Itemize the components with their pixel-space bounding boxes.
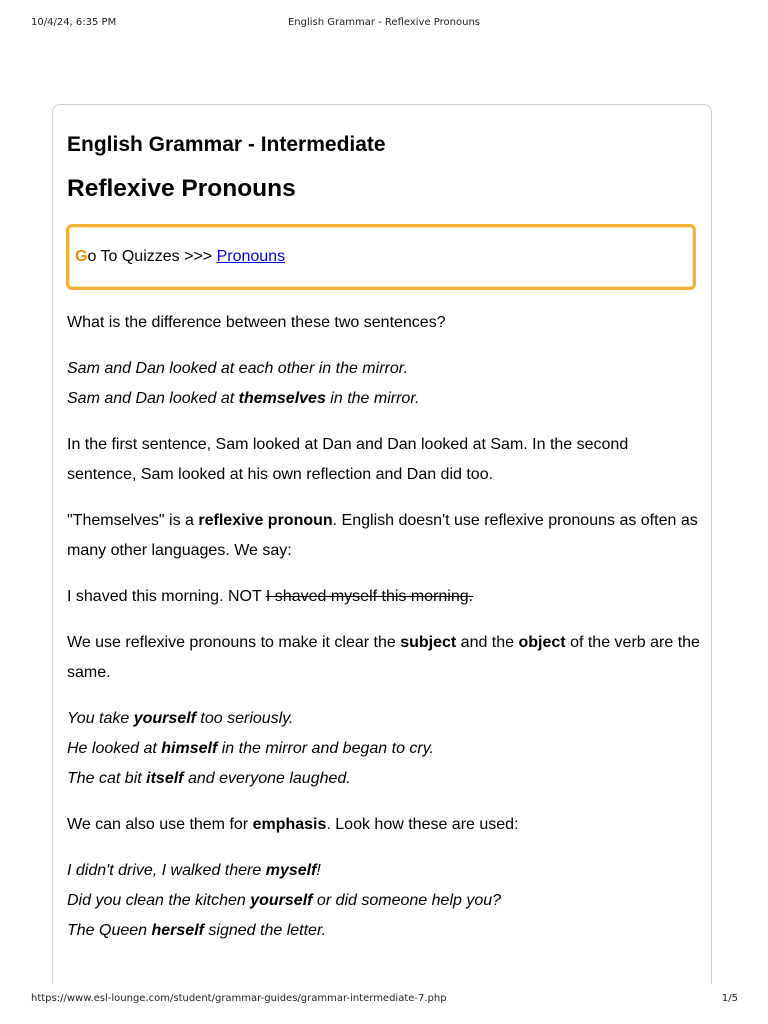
print-header [0, 17, 768, 31]
term-reflexive-pronoun: reflexive pronoun [198, 512, 333, 529]
example-sentence: You take yourself too seriously. [67, 710, 294, 727]
term-object: object [518, 634, 566, 651]
term-subject: subject [400, 634, 457, 651]
incorrect-example: I shaved myself this morning. [265, 588, 474, 605]
article [67, 130, 702, 946]
example-sentence: Sam and Dan looked at themselves in the mirror. [67, 390, 420, 407]
example-sentence: He looked at himself in the mirror and began to cry. [67, 740, 434, 757]
definition-paragraph: "Themselves" is a reflexive pronoun. English doesn't use reflexive pronouns as often as many other languages. We say: [67, 512, 698, 559]
usage-paragraph: We use reflexive pronouns to make it clear the subject and the object of the verb are the same. [67, 634, 700, 681]
pronouns-quiz-link[interactable]: Pronouns [216, 248, 286, 265]
example-sentence: Did you clean the kitchen yourself or did someone help you? [67, 892, 502, 909]
shave-example: I shaved this morning. NOT I shaved myself this morning. [67, 588, 474, 605]
example-sentence: I didn't drive, I walked there myself! [67, 862, 321, 879]
print-page-count: 1/5 [721, 993, 738, 1004]
explanation-paragraph: In the first sentence, Sam looked at Dan and Dan looked at Sam. In the second sentence, Sam looked at his own reflection and Dan did too. [67, 436, 629, 483]
reflexive-word: myself [265, 862, 317, 879]
page-title: Reflexive Pronouns [67, 175, 296, 202]
intro-question: What is the difference between these two sentences? [67, 314, 446, 331]
example-sentence: Sam and Dan looked at each other in the mirror. [67, 360, 408, 377]
print-url: https://www.esl-lounge.com/student/grammar-guides/grammar-intermediate-7.php [31, 993, 447, 1004]
quiz-prefix: o To Quizzes >>> [87, 248, 217, 265]
reflexive-word: yourself [250, 892, 313, 909]
reflexive-word: herself [151, 922, 204, 939]
reflexive-word: himself [161, 740, 218, 757]
quiz-initial-letter: G [75, 248, 88, 265]
example-sentence: The Queen herself signed the letter. [67, 922, 327, 939]
reflexive-word: itself [146, 770, 184, 787]
print-footer [0, 993, 768, 1007]
emphasis-paragraph: We can also use them for emphasis. Look how these are used: [67, 816, 519, 833]
reflexive-word: themselves [238, 390, 326, 407]
reflexive-word: yourself [133, 710, 196, 727]
term-emphasis: emphasis [252, 816, 327, 833]
print-datetime: 10/4/24, 6:35 PM [31, 17, 117, 28]
level-heading: English Grammar - Intermediate [67, 133, 386, 156]
quiz-callout [66, 224, 696, 290]
example-sentence: The cat bit itself and everyone laughed. [67, 770, 351, 787]
print-page-title: English Grammar - Reflexive Pronouns [287, 17, 481, 28]
